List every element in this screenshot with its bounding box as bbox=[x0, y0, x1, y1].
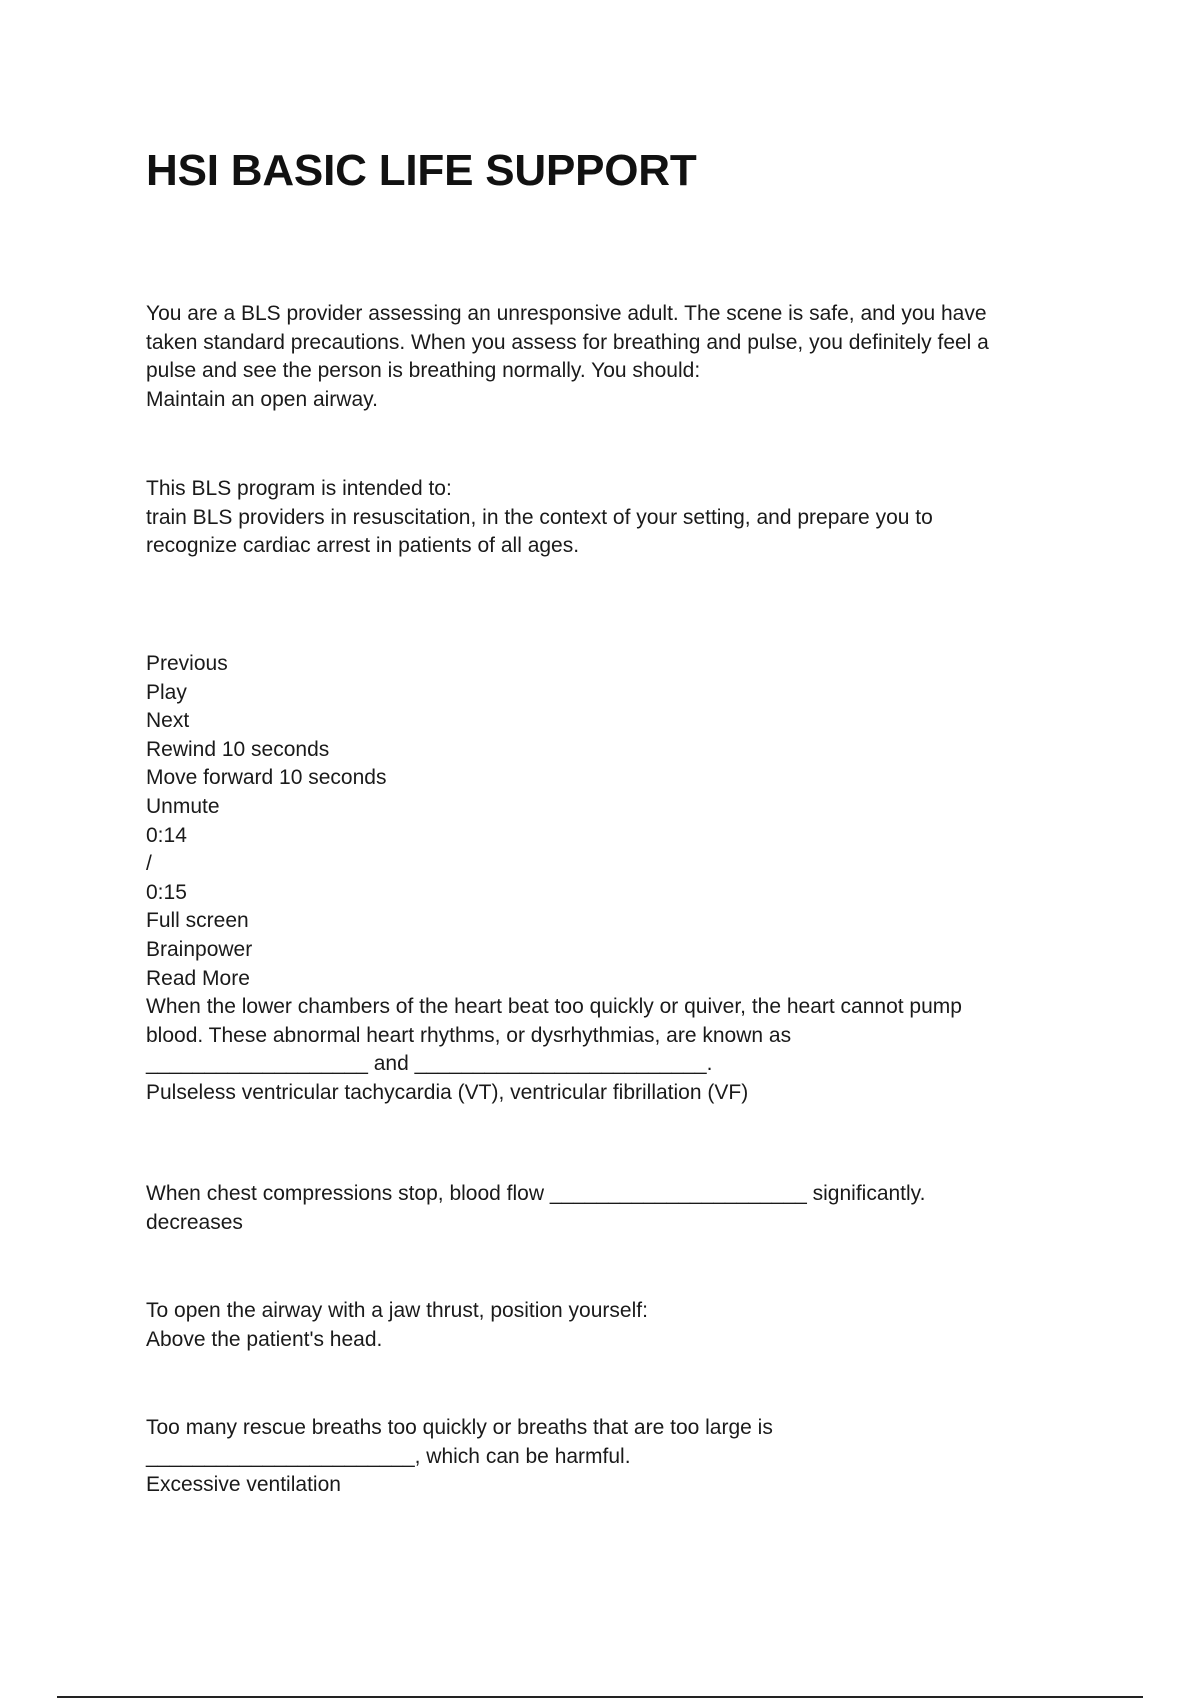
question-line: You are a BLS provider assessing an unresponsive adult. The scene is safe, and you have bbox=[146, 302, 987, 325]
forward-10-button[interactable]: Move forward 10 seconds bbox=[146, 766, 387, 790]
question-blank-line: ___________________ and _________________________. bbox=[146, 1052, 713, 1076]
footer-divider bbox=[57, 1696, 1143, 1698]
question-line: blood. These abnormal heart rhythms, or dysrhythmias, are known as bbox=[146, 1023, 792, 1047]
question-block-ventilation bbox=[146, 1414, 1066, 1500]
unmute-button[interactable]: Unmute bbox=[146, 794, 220, 818]
question-blank-line: _______________________, which can be harmful. bbox=[146, 1444, 631, 1468]
fullscreen-button[interactable]: Full screen bbox=[146, 909, 249, 933]
play-button[interactable]: Play bbox=[146, 680, 187, 704]
question-block-program bbox=[146, 475, 1066, 561]
next-button[interactable]: Next bbox=[146, 709, 190, 733]
question-line: To open the airway with a jaw thrust, position yourself: bbox=[146, 1299, 648, 1322]
answer-line: Above the patient's head. bbox=[146, 1327, 383, 1351]
previous-button[interactable]: Previous bbox=[146, 652, 228, 675]
page-title: HSI BASIC LIFE SUPPORT bbox=[146, 146, 697, 195]
question-block-airway bbox=[146, 300, 1066, 414]
question-line: pulse and see the person is breathing normally. You should: bbox=[146, 359, 701, 383]
answer-line: decreases bbox=[146, 1210, 243, 1234]
answer-line: train BLS providers in resuscitation, in the context of your setting, and prepare you to bbox=[146, 505, 933, 529]
question-block-jaw-thrust bbox=[146, 1297, 1066, 1354]
question-block-compressions bbox=[146, 1180, 1066, 1237]
duration: 0:15 bbox=[146, 880, 187, 904]
read-more-link[interactable]: Read More bbox=[146, 966, 250, 990]
answer-line: Maintain an open airway. bbox=[146, 387, 378, 411]
question-line: When the lower chambers of the heart beat too quickly or quiver, the heart cannot pump bbox=[146, 995, 962, 1019]
question-line: This BLS program is intended to: bbox=[146, 477, 452, 500]
current-time: 0:14 bbox=[146, 823, 187, 847]
answer-line: Pulseless ventricular tachycardia (VT), ventricular fibrillation (VF) bbox=[146, 1080, 749, 1104]
brainpower-link[interactable]: Brainpower bbox=[146, 937, 253, 961]
media-player-controls bbox=[146, 650, 1066, 1108]
rewind-10-button[interactable]: Rewind 10 seconds bbox=[146, 737, 330, 761]
question-line: Too many rescue breaths too quickly or breaths that are too large is bbox=[146, 1416, 773, 1439]
question-line: When chest compressions stop, blood flow ______________________ significantly. bbox=[146, 1182, 926, 1205]
question-line: taken standard precautions. When you assess for breathing and pulse, you definitely feel a bbox=[146, 330, 989, 354]
time-separator: / bbox=[146, 852, 152, 876]
answer-line: recognize cardiac arrest in patients of all ages. bbox=[146, 534, 580, 558]
answer-line: Excessive ventilation bbox=[146, 1473, 341, 1497]
